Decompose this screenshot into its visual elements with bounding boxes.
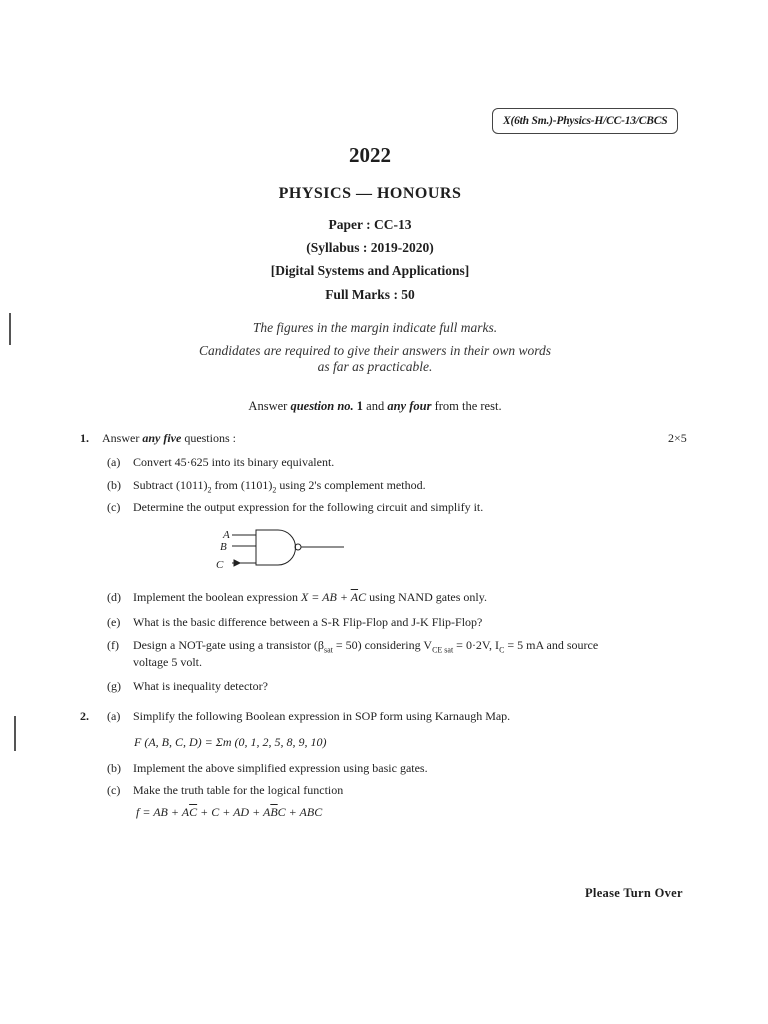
q1f-line2: voltage 5 volt. xyxy=(133,655,202,669)
course-title: [Digital Systems and Applications] xyxy=(270,263,470,278)
exam-year: 2022 xyxy=(349,143,391,167)
please-turn-over: Please Turn Over xyxy=(585,886,683,900)
q2c-expression: f = AB + $A\overline{C} + C$ + AD + $A\overline{B}C$ + ABC xyxy=(136,805,323,819)
q1f: (f) Design a NOT-gate using a transistor $(\beta_{sat} = 50)$ considering $V_{CE sat} = 0\cdot 2V$, $I_C = 5$ mA and source xyxy=(107,638,599,655)
subject-title: PHYSICS — HONOURS xyxy=(278,185,462,202)
paper-number: Paper : CC-13 xyxy=(328,217,412,232)
q2c: (c) Make the truth table for the logical function xyxy=(107,783,344,797)
q1-marks: 2×5 xyxy=(668,431,687,445)
input-c-label: C xyxy=(216,559,224,571)
own-words-line2: as far as practicable. xyxy=(317,359,433,374)
q1b: (b) Subtract $(1011)_2$ from $(1101)_2$ using 2's complement method. xyxy=(107,478,426,495)
margin-mark xyxy=(14,716,16,751)
q2b: (b) Implement the above simplified expression using basic gates. xyxy=(107,761,428,775)
input-b-label: B xyxy=(220,541,227,553)
nand-gate-circuit xyxy=(210,525,360,575)
margin-note: The figures in the margin indicate full marks. xyxy=(252,320,498,335)
answer-instruction: Answer question no. 1 and any four from the rest. xyxy=(248,399,502,413)
syllabus: (Syllabus : 2019-2020) xyxy=(306,240,434,255)
q1d: (d) Implement the boolean expression X = AB + $\overline{A}C$ using NAND gates only. xyxy=(107,590,487,604)
paper-code-label: X(6th Sm.)-Physics-H/CC-13/CBCS xyxy=(492,108,678,134)
q1a: (a) Convert 45·625 into its binary equivalent. xyxy=(107,455,335,469)
q2a: 2. (a) Simplify the following Boolean expression in SOP form using Karnaugh Map. xyxy=(80,709,511,723)
own-words-line1: Candidates are required to give their answers in their own words xyxy=(199,343,551,358)
input-a-label: A xyxy=(223,529,230,541)
q1g: (g) What is inequality detector? xyxy=(107,679,268,693)
q1-prompt: 1. Answer any five questions : xyxy=(80,431,236,445)
q2a-expression: F (A, B, C, D) = Σm (0, 1, 2, 5, 8, 9, 10) xyxy=(134,735,327,749)
q1c: (c) Determine the output expression for the following circuit and simplify it. xyxy=(107,500,484,514)
full-marks: Full Marks : 50 xyxy=(325,287,415,302)
q1e: (e) What is the basic difference between a S-R Flip-Flop and J-K Flip-Flop? xyxy=(107,615,483,629)
